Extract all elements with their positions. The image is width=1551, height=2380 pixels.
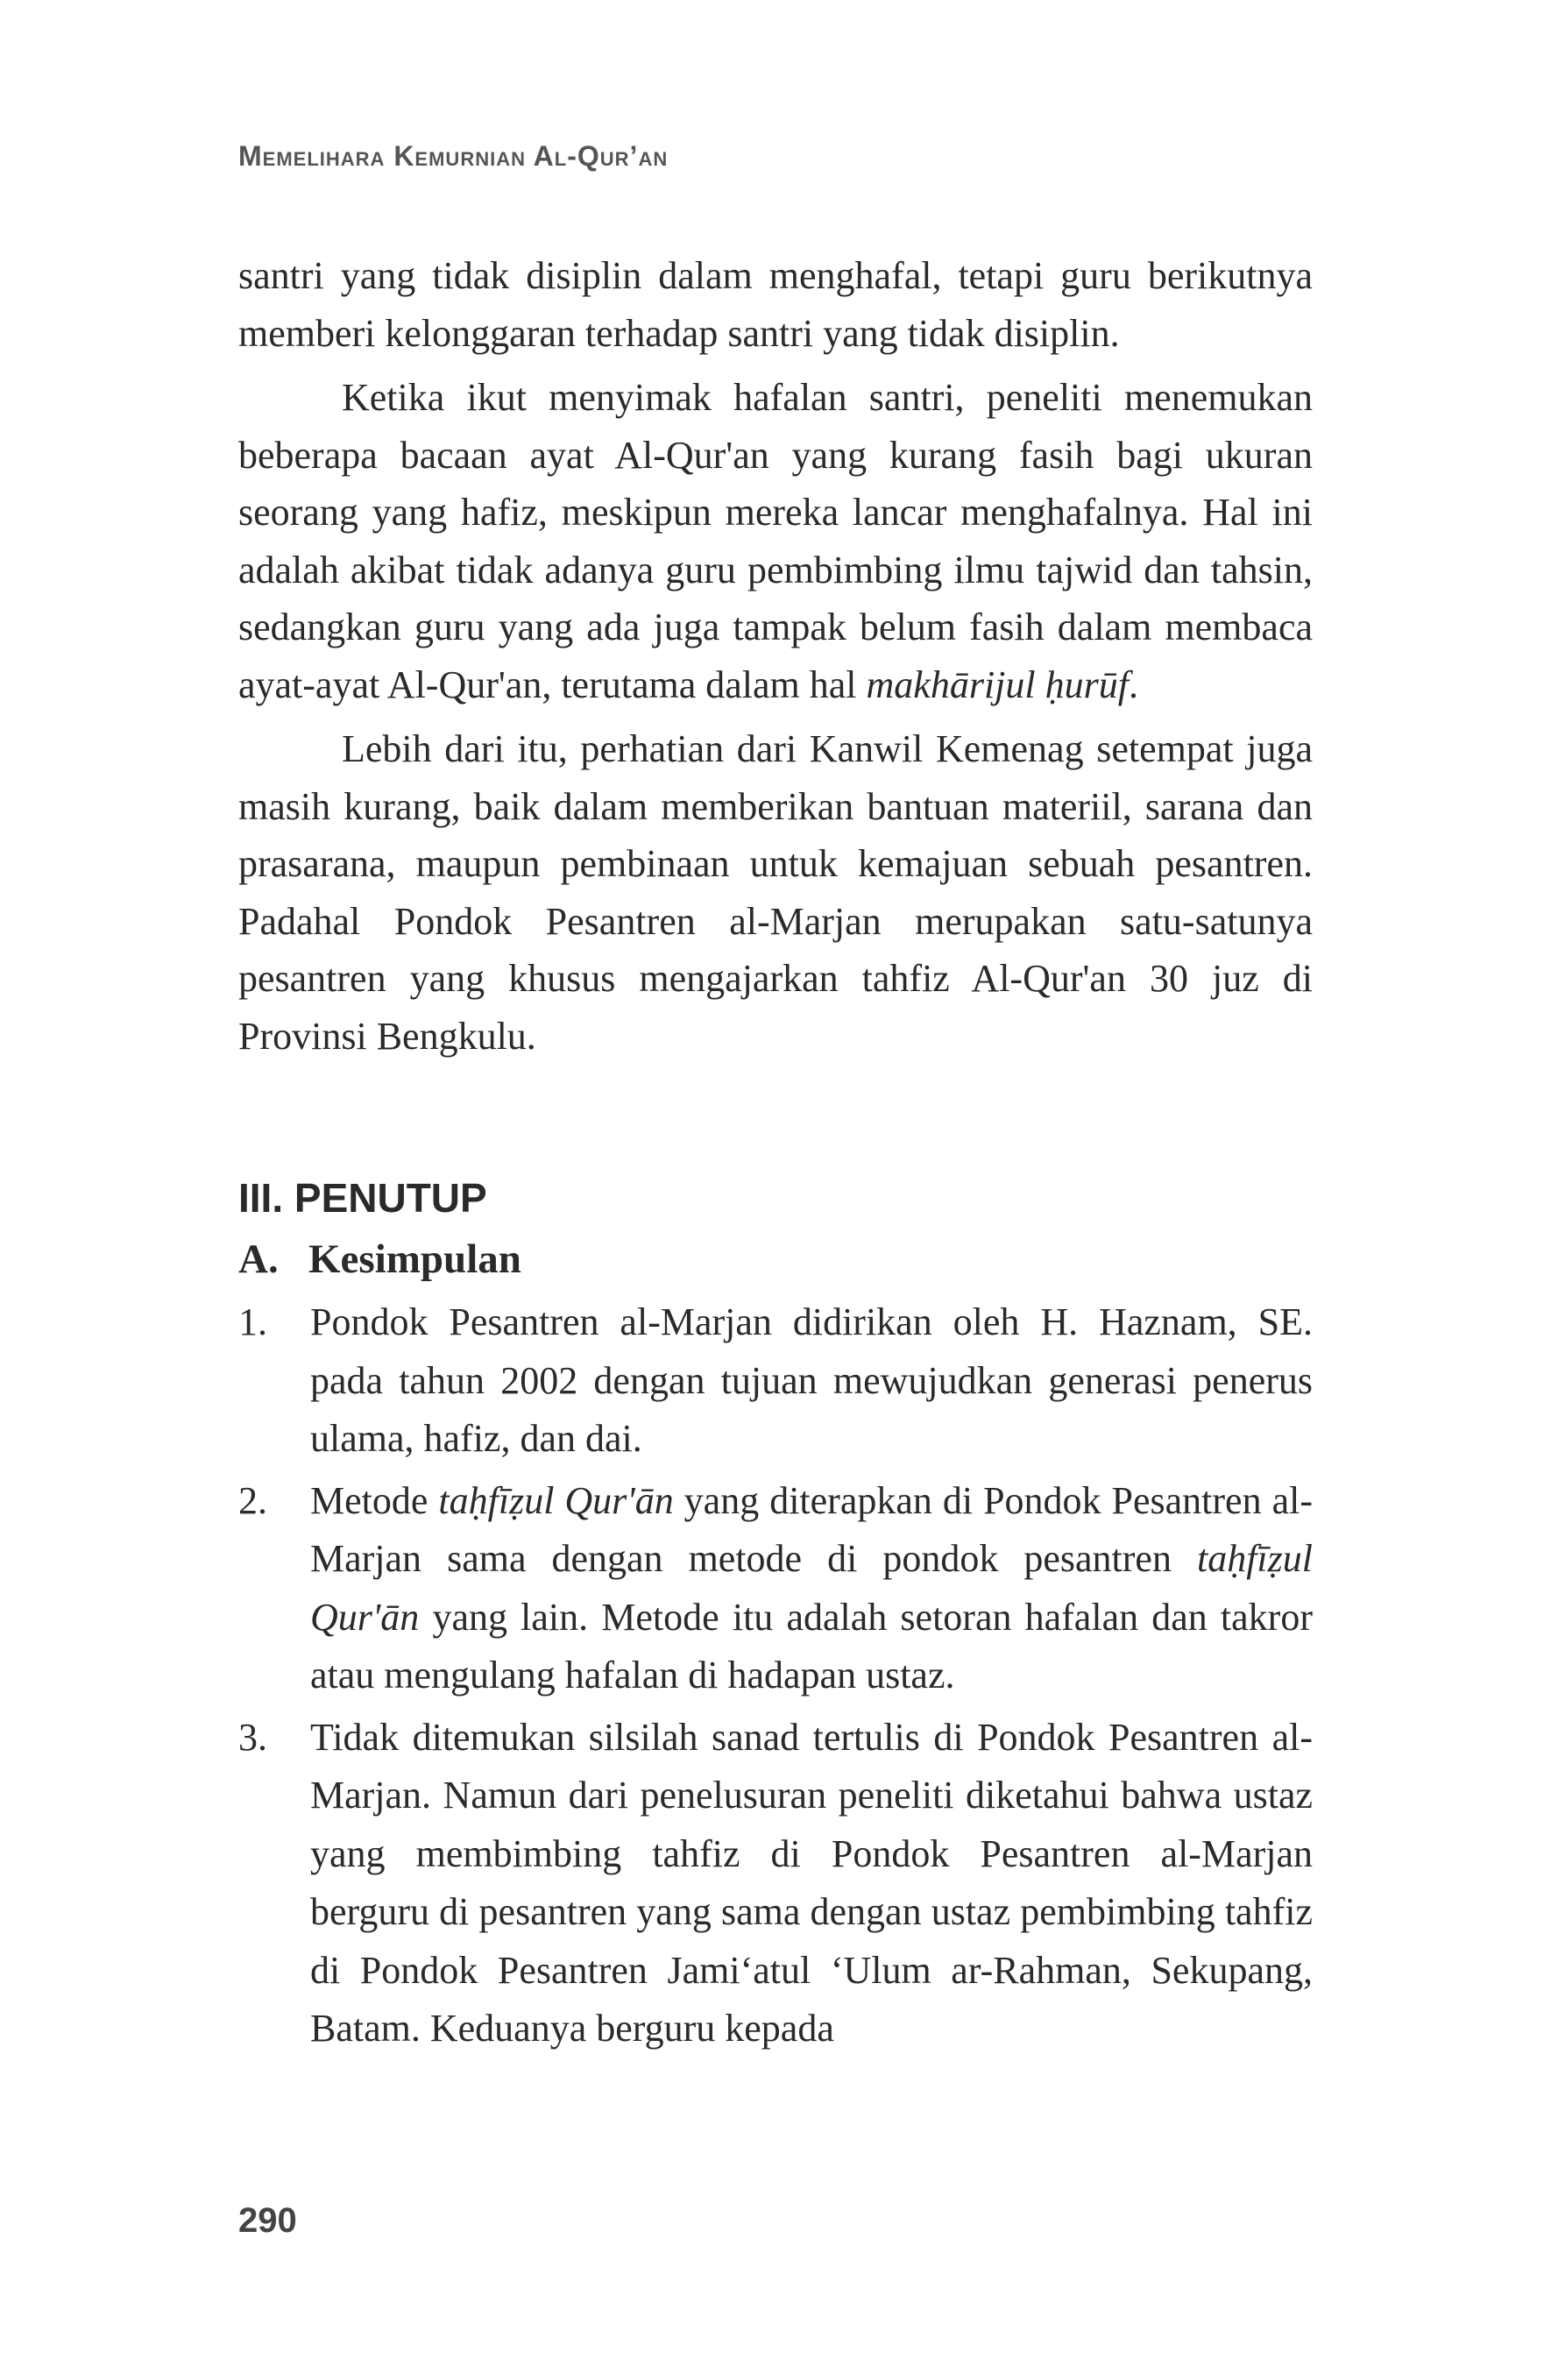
italic-term: taḥfīẓul Qur'ān [438, 1478, 674, 1522]
list-item-number: 1. [238, 1300, 267, 1343]
subsection-heading [238, 1229, 1313, 1290]
section-heading: III. PENUTUP [238, 1175, 487, 1221]
list-item-text: Tidak ditemukan silsilah sanad tertulis di Pondok Pesantren al-Marjan. Namun dari penelusuran peneliti diketahui bahwa ustaz yang membimbing tahfiz di Pondok Pesantren al-Marjan berguru di pesantren yang sama dengan ustaz pembimbing tahfiz di Pondok Pesantren Jami‘atul ‘Ulum ar-Rahman, Sekupang, Batam. Keduanya berguru kepada [310, 1715, 1313, 2050]
list-item-number: 3. [238, 1715, 267, 1759]
text-run: yang diterapkan di Pondok Pesantren al-Marjan sama dengan metode di pondok pesantren [310, 1478, 1313, 1580]
paragraph-text: Ketika ikut menyimak hafalan santri, peneliti menemukan beberapa bacaan ayat Al-Qur'an yang kurang fasih bagi ukuran seorang yang hafiz, meskipun mereka lancar menghafalnya. Hal ini adalah akibat tidak adanya guru pembimbing ilmu tajwid dan tahsin, sedangkan guru yang ada juga tampak belum fasih dalam membaca ayat-ayat Al-Qur'an, terutama dalam hal [238, 376, 1313, 706]
italic-term: makhārijul ḥurūf [866, 662, 1129, 706]
page-body [238, 247, 1313, 2062]
conclusion-list [238, 1293, 1313, 2058]
list-item-text: Pondok Pesantren al-Marjan didirikan oleh H. Haznam, SE. pada tahun 2002 dengan tujuan mewujudkan generasi penerus ulama, hafiz, dan dai. [310, 1300, 1313, 1460]
running-header: Memelihara Kemurnian Al-Qur’an [238, 140, 669, 172]
paragraph-recitation-findings [238, 369, 1313, 713]
paragraph-kemenag-attention: Lebih dari itu, perhatian dari Kanwil Kemenag setempat juga masih kurang, baik dalam memberikan bantuan materiil, sarana dan prasarana, maupun pembinaan untuk kemajuan sebuah pesantren. Padahal Pondok Pesantren al-Marjan merupakan satu-satunya pesantren yang khusus mengajarkan tahfiz Al-Qur'an 30 juz di Provinsi Bengkulu. [238, 727, 1313, 1058]
subsection-letter: A. [238, 1236, 279, 1282]
paragraph-text-end: . [1128, 662, 1138, 706]
list-item [238, 1709, 1313, 2058]
list-item [238, 1293, 1313, 1469]
paragraph-continued: santri yang tidak disiplin dalam menghafal, tetapi guru berikutnya memberi kelonggaran terhadap santri yang tidak disiplin. [238, 254, 1313, 355]
list-item-text [310, 1472, 1313, 1705]
page-number: 290 [238, 2201, 297, 2240]
text-run: Metode [310, 1478, 439, 1522]
list-item-number: 2. [238, 1478, 267, 1522]
text-run: yang lain. Metode itu adalah setoran hafalan dan takror atau mengulang hafalan di hadapan ustaz. [310, 1595, 1313, 1696]
italic-term: taḥfīẓul Qur'ān [310, 1537, 1313, 1639]
subsection-title: Kesimpulan [308, 1236, 521, 1282]
list-item [238, 1472, 1313, 1705]
